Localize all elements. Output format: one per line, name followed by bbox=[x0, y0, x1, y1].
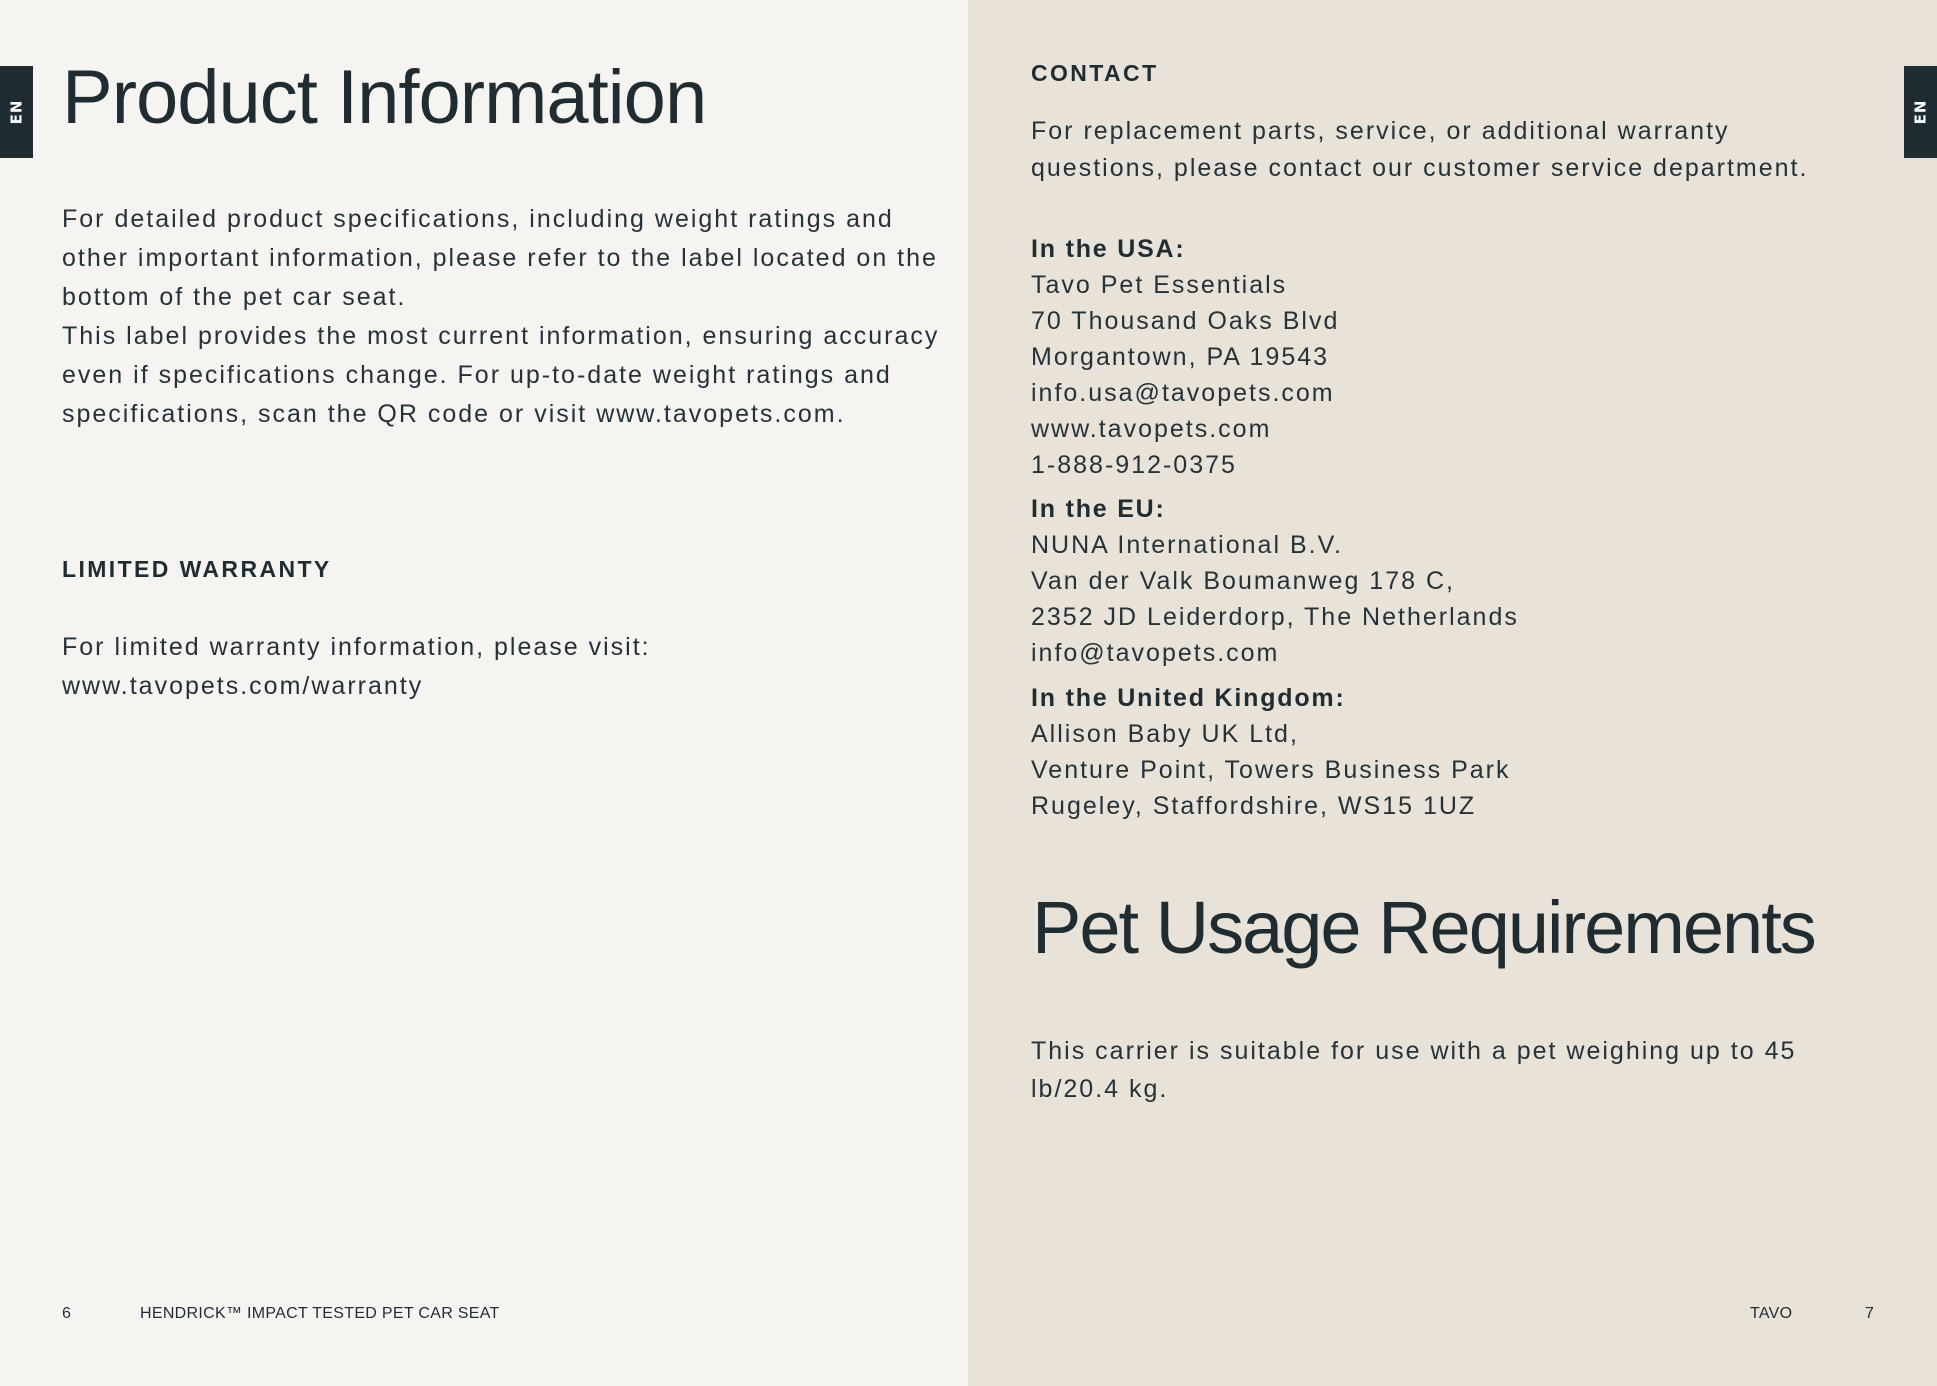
contact-line: Tavo Pet Essentials bbox=[1031, 271, 1288, 299]
language-tab-right bbox=[1904, 66, 1937, 158]
contact-line: Van der Valk Boumanweg 178 C, bbox=[1031, 567, 1455, 595]
contact-website: www.tavopets.com bbox=[1031, 415, 1272, 443]
pet-usage-requirements-title: Pet Usage Requirements bbox=[1032, 886, 1815, 969]
contact-line: 70 Thousand Oaks Blvd bbox=[1031, 307, 1340, 335]
contact-region-label: In the EU: bbox=[1031, 495, 1166, 523]
contact-line: Allison Baby UK Ltd, bbox=[1031, 720, 1299, 748]
language-tab-label: EN bbox=[7, 99, 26, 125]
page-number-left: 6 bbox=[62, 1305, 72, 1322]
contact-line: Rugeley, Staffordshire, WS15 1UZ bbox=[1031, 792, 1477, 820]
product-information-text bbox=[62, 200, 942, 434]
limited-warranty-heading: LIMITED WARRANTY bbox=[62, 556, 332, 582]
contact-intro: For replacement parts, service, or additional warranty questions, please contact our customer service department. bbox=[1031, 117, 1809, 182]
footer-product-title: HENDRICK™ IMPACT TESTED PET CAR SEAT bbox=[140, 1305, 500, 1322]
warranty-line: For limited warranty information, please visit: bbox=[62, 633, 651, 661]
footer-brand: TAVO bbox=[1750, 1305, 1793, 1322]
contact-block-uk bbox=[1031, 680, 1510, 824]
product-information-title: Product Information bbox=[62, 55, 707, 140]
product-paragraph: For detailed product specifications, including weight ratings and other important information, please refer to the label located on the bottom of the pet car seat. bbox=[62, 205, 938, 311]
left-page bbox=[0, 0, 968, 1386]
contact-phone: 1-888-912-0375 bbox=[1031, 451, 1237, 479]
contact-email: info.usa@tavopets.com bbox=[1031, 379, 1335, 407]
contact-block-eu bbox=[1031, 491, 1519, 671]
contact-region-label: In the USA: bbox=[1031, 235, 1186, 263]
contact-line: Morgantown, PA 19543 bbox=[1031, 343, 1330, 371]
pet-usage-text: This carrier is suitable for use with a pet weighing up to 45 lb/20.4 kg. bbox=[1031, 1037, 1797, 1103]
contact-email: info@tavopets.com bbox=[1031, 639, 1280, 667]
product-paragraph: This label provides the most current information, ensuring accuracy even if specifications change. For up-to-date weight ratings and specifications, scan the QR code or visit www.tavopets.com. bbox=[62, 322, 940, 428]
contact-heading: CONTACT bbox=[1031, 60, 1159, 86]
contact-line: Venture Point, Towers Business Park bbox=[1031, 756, 1511, 784]
language-tab-label: EN bbox=[1911, 99, 1930, 125]
contact-line: NUNA International B.V. bbox=[1031, 531, 1343, 559]
warranty-url: www.tavopets.com/warranty bbox=[62, 672, 424, 700]
contact-region-label: In the United Kingdom: bbox=[1031, 684, 1346, 712]
warranty-text bbox=[62, 628, 942, 706]
contact-line: 2352 JD Leiderdorp, The Netherlands bbox=[1031, 603, 1519, 631]
contact-block-usa bbox=[1031, 231, 1339, 483]
language-tab-left bbox=[0, 66, 33, 158]
page-number-right: 7 bbox=[1865, 1305, 1875, 1322]
